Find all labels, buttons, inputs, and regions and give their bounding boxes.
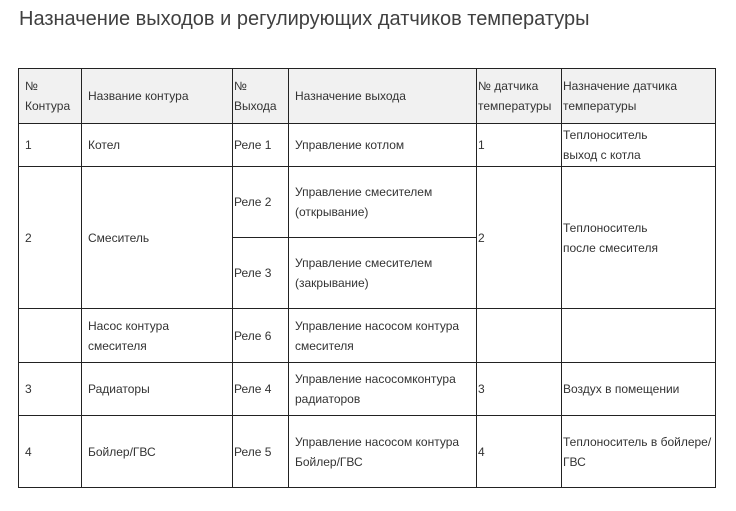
contour-name-cell: Бойлер/ГВС — [82, 416, 233, 488]
sensor-no-cell: 4 — [477, 416, 562, 488]
contour-no-cell: 3 — [19, 363, 82, 416]
header-contour-name: Название контура — [82, 69, 233, 124]
header-sensor-no: № датчика температуры — [477, 69, 562, 124]
contour-name-cell: Радиаторы — [82, 363, 233, 416]
header-output-no: № Выхода — [233, 69, 289, 124]
contour-name-cell: Котел — [82, 124, 233, 167]
output-no-cell: Реле 6 — [233, 309, 289, 363]
contour-no-cell: 1 — [19, 124, 82, 167]
sensor-purpose-cell: Теплоноситель в бойлере/ ГВС — [562, 416, 716, 488]
table-row — [19, 167, 716, 238]
output-purpose-cell: Управление насосом контура смесителя — [289, 309, 477, 363]
output-purpose-cell: Управление насосом контура Бойлер/ГВС — [289, 416, 477, 488]
table-header-row — [19, 69, 716, 124]
sensor-no-cell: 1 — [477, 124, 562, 167]
sensor-purpose-cell: Воздух в помещении — [562, 363, 716, 416]
output-no-cell: Реле 4 — [233, 363, 289, 416]
output-purpose-cell: Управление котлом — [289, 124, 477, 167]
output-purpose-cell: Управление насосомконтура радиаторов — [289, 363, 477, 416]
contour-no-cell: 2 — [19, 167, 82, 309]
page-title: Назначение выходов и регулирующих датчиков температуры — [19, 8, 590, 30]
header-contour-no: № Контура — [19, 69, 82, 124]
output-no-cell: Реле 5 — [233, 416, 289, 488]
contour-no-cell: 4 — [19, 416, 82, 488]
sensor-purpose-cell — [562, 309, 716, 363]
outputs-sensors-table — [18, 68, 716, 488]
header-sensor-purpose: Назначение датчика температуры — [562, 69, 716, 124]
table-row — [19, 309, 716, 363]
table-row — [19, 416, 716, 488]
sensor-no-cell — [477, 309, 562, 363]
contour-no-cell — [19, 309, 82, 363]
sensor-no-cell: 2 — [477, 167, 562, 309]
output-no-cell: Реле 2 — [233, 167, 289, 238]
table-row — [19, 363, 716, 416]
contour-name-cell: Насос контура смесителя — [82, 309, 233, 363]
table-row — [19, 124, 716, 167]
header-output-purpose: Назначение выхода — [289, 69, 477, 124]
sensor-purpose-cell: Теплоноситель выход с котла — [562, 124, 716, 167]
output-no-cell: Реле 1 — [233, 124, 289, 167]
output-purpose-cell: Управление смесителем (открывание) — [289, 167, 477, 238]
output-no-cell: Реле 3 — [233, 238, 289, 309]
output-purpose-cell: Управление смесителем (закрывание) — [289, 238, 477, 309]
contour-name-cell: Смеситель — [82, 167, 233, 309]
sensor-purpose-cell: Теплоноситель после смесителя — [562, 167, 716, 309]
sensor-no-cell: 3 — [477, 363, 562, 416]
